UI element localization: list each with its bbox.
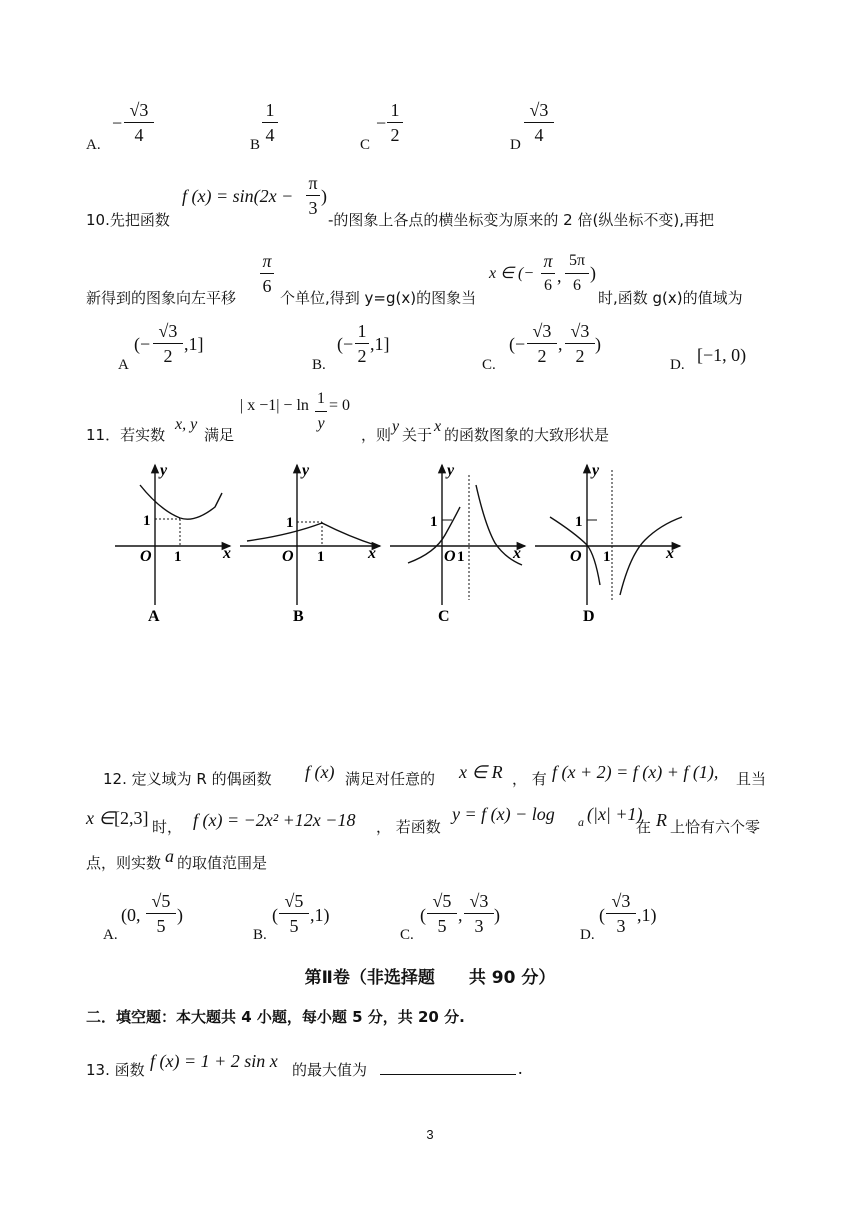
q11-then: ，则	[361, 426, 392, 444]
graph-c-origin: O	[444, 548, 456, 565]
q12-x-in-r: x ∈ R	[459, 762, 503, 782]
graph-a-label: A	[148, 608, 160, 625]
q12-line3-end: 的取值范围是	[177, 854, 268, 872]
q11-x: x	[434, 418, 442, 435]
q12-option-d-fraction: √3 3	[606, 890, 636, 937]
graph-c-y-label: y	[447, 462, 455, 479]
q10-option-d-label: D.	[670, 357, 685, 373]
q12-equation: f (x + 2) = f (x) + f (1),	[552, 762, 719, 782]
q12-part3: ， 有	[512, 770, 547, 788]
q12-option-b-open: (	[272, 905, 278, 925]
q10-interval-fraction-2: 5π 6	[565, 250, 589, 297]
graph-b-label: B	[293, 608, 304, 625]
q12-option-d-label: D.	[580, 927, 595, 943]
q9-option-d-fraction: √3 4	[524, 99, 554, 146]
q10-interval-comma: ,	[557, 266, 562, 286]
q12-option-c-comma: ,	[458, 905, 463, 925]
q12-option-c-close: )	[494, 905, 500, 925]
q11-graph-d	[535, 462, 682, 625]
graph-c-x-label: x	[513, 545, 521, 562]
q12-option-c-fraction-2: √3 3	[464, 890, 494, 937]
q10-option-c-fraction-2: √3 2	[565, 320, 595, 367]
q9-option-a-label: A.	[86, 137, 101, 153]
page-number: 3	[426, 1127, 434, 1142]
q10-function-end: )	[321, 186, 327, 206]
graph-b-y-label: y	[302, 462, 310, 479]
q10-function-start: f (x) = sin(2x −	[182, 186, 294, 206]
q12-interval: [2,3]	[114, 808, 149, 828]
graph-a-curve	[140, 485, 222, 519]
q11-y: y	[392, 418, 400, 435]
q9-option-c-label: C	[360, 137, 371, 153]
graph-b-curve	[247, 523, 375, 545]
q9-option-c-sign: −	[376, 113, 387, 133]
q10-line2-start: 新得到的图象向左平移	[86, 289, 237, 307]
graph-a-tick-x1: 1	[174, 549, 182, 565]
q13-prefix: 13. 函数	[86, 1061, 145, 1079]
q11-equation-start: | x −1| − ln	[240, 397, 309, 414]
q12-option-a-label: A.	[103, 927, 118, 943]
q12-option-a-close: )	[177, 905, 183, 925]
q12-log-argument: (|x| +1)	[587, 804, 643, 824]
q12-option-d-close: ,1)	[637, 905, 657, 925]
graph-d-tick-y1: 1	[575, 514, 583, 530]
q12-part8: 上恰有六个零	[670, 818, 761, 836]
q12-option-c-open: (	[420, 905, 426, 925]
q10-prefix: 10.先把函数	[86, 211, 170, 229]
q12-option-c-fraction-1: √5 5	[427, 890, 457, 937]
q12-option-a-fraction: √5 5	[146, 890, 176, 937]
q12-a: a	[165, 846, 174, 866]
graph-a-tick-y1: 1	[143, 513, 151, 529]
q12-part4: 且当	[736, 770, 767, 788]
q10-function-fraction: π 3	[306, 172, 320, 219]
q13-suffix: 的最大值为	[292, 1061, 368, 1079]
q13-end: .	[518, 1058, 523, 1078]
q12-x-in: x ∈	[86, 808, 115, 828]
q10-line1-rest: -的图象上各点的横坐标变为原来的 2 倍(纵坐标不变),再把	[328, 211, 714, 229]
graph-b-x-label: x	[368, 545, 376, 562]
graph-d-x-label: x	[666, 545, 674, 562]
graph-d-label: D	[583, 608, 595, 625]
q12-part1: 12. 定义域为 R 的偶函数	[103, 770, 272, 788]
graph-c-tick-y1: 1	[430, 514, 438, 530]
q12-option-b-label: B.	[253, 927, 267, 943]
q10-option-a-fraction: √3 2	[153, 320, 183, 367]
q11-graph-c	[390, 462, 525, 625]
graph-c-tick-x1: 1	[457, 549, 465, 565]
graph-d-y-label: y	[592, 462, 600, 479]
graph-d-origin: O	[570, 548, 582, 565]
q11-rest: 的函数图象的大致形状是	[444, 426, 610, 444]
q9-option-d-label: D	[510, 137, 521, 153]
q10-option-d-value: [−1, 0)	[697, 345, 747, 365]
q12-part6: ， 若函数	[376, 818, 441, 836]
graph-c-label: C	[438, 608, 450, 625]
q10-option-b-label: B.	[312, 357, 326, 373]
q10-option-b-fraction: 1 2	[355, 320, 369, 367]
q9-option-b-label: B	[250, 137, 261, 153]
q10-option-c-open: (−	[509, 334, 526, 354]
q12-option-b-fraction: √5 5	[279, 890, 309, 937]
q9-option-b-fraction: 1 4	[262, 99, 278, 146]
q10-option-b-close: ,1]	[370, 334, 390, 354]
q10-option-c-fraction-1: √3 2	[527, 320, 557, 367]
q11-graph-figure	[110, 455, 700, 630]
q9-option-a-fraction: √3 4	[124, 99, 154, 146]
graph-a-origin: O	[140, 548, 152, 565]
q10-line2-end: 时,函数 g(x)的值域为	[598, 289, 743, 307]
q10-option-c-label: C.	[482, 357, 496, 373]
graph-b-origin: O	[282, 548, 294, 565]
q12-option-b-close: ,1)	[310, 905, 330, 925]
section-2-instructions: 二．填空题：本大题共 4 小题，每小题 5 分，共 20 分.	[86, 1008, 465, 1026]
q9-option-c-fraction: 1 2	[387, 99, 403, 146]
q12-line3-start: 点，则实数	[86, 854, 162, 872]
q9-option-a-sign: −	[112, 113, 123, 133]
graph-b-tick-x1: 1	[317, 549, 325, 565]
q11-graph-b	[240, 462, 380, 625]
q12-part5: 时，	[152, 818, 183, 836]
q12-option-c-label: C.	[400, 927, 414, 943]
q10-option-a-label: A	[118, 357, 129, 373]
q10-option-b-open: (−	[337, 334, 354, 354]
q11-equation-end: = 0	[329, 397, 351, 414]
q10-interval-end: )	[590, 263, 596, 283]
q11-about: 关于	[402, 426, 433, 444]
q12-fx: f (x)	[305, 762, 335, 782]
graph-a-x-label: x	[223, 545, 231, 562]
q11-graph-a	[115, 462, 231, 625]
q11-prefix: 11．若实数	[86, 426, 166, 444]
q12-log-base: a	[578, 815, 584, 829]
q12-r: R	[656, 810, 667, 830]
q13-answer-blank[interactable]	[380, 1074, 516, 1075]
q10-shift-fraction: π 6	[260, 250, 274, 297]
q10-line2-middle: 个单位,得到 y=g(x)的图象当	[280, 289, 477, 307]
q11-equation-fraction: 1 y	[317, 390, 325, 432]
q10-option-c-close: )	[595, 334, 601, 354]
q10-interval-start: x ∈ (−	[489, 265, 535, 282]
q12-option-a-open: (0,	[121, 905, 141, 925]
graph-a-y-label: y	[160, 462, 168, 479]
q11-vars: x, y	[175, 416, 198, 433]
q11-satisfy: 满足	[204, 426, 235, 444]
graph-d-tick-x1: 1	[603, 549, 611, 565]
section-2-title: 第Ⅱ卷（非选择题 共 90 分）	[304, 968, 556, 988]
graph-b-tick-y1: 1	[286, 515, 294, 531]
q12-option-d-open: (	[599, 905, 605, 925]
q12-y-function: y = f (x) − log	[452, 804, 555, 824]
q10-interval-fraction-1: π 6	[541, 250, 555, 297]
q10-option-c-comma: ,	[558, 334, 563, 354]
q10-option-a-close: ,1]	[184, 334, 204, 354]
q12-part2: 满足对任意的	[345, 770, 436, 788]
q12-f-definition: f (x) = −2x² +12x −18	[193, 810, 356, 830]
q10-option-a-open: (−	[134, 334, 151, 354]
q12-part7: 在	[636, 818, 652, 836]
q13-function: f (x) = 1 + 2 sin x	[150, 1051, 278, 1071]
